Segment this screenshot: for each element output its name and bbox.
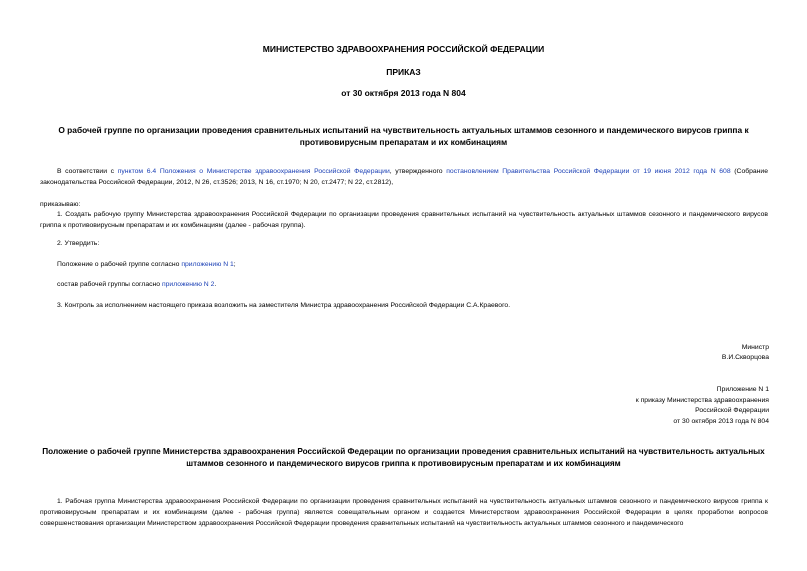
regulation-title: Положение о рабочей группе Министерства здравоохранения Российской Федерации по организации проведения сравнительных испытаний на чувствительность актуальных штаммов сезонного и пандемического вирусов гриппа к противовирусным препаратам и их комбинациям — [42, 447, 765, 468]
date-number-heading: от 30 октября 2013 года N 804 — [341, 88, 466, 98]
signature-name: В.И.Скворцова — [721, 354, 769, 361]
government-decree-link[interactable]: постановлением Правительства Российской Федерации от 19 июня 2012 года N 608 — [446, 168, 731, 175]
appendix-ref-line-3: Российской Федерации — [695, 407, 769, 414]
appendix-ref-line-1: Приложение N 1 — [716, 386, 769, 393]
preamble-paragraph — [40, 166, 768, 188]
signature-position: Министр — [741, 344, 769, 351]
regulation-item-1: 1. Рабочая группа Министерства здравоохранения Российской Федерации по организации проведения сравнительных испытаний на чувствительность актуальных штаммов сезонного и пандемического вирусов гриппа к противовирусным препаратам и их комбинациям (далее - рабочая группа) является совещательным органом и создается Министерством здравоохранения Российской Федерации в целях проработки вопросов совершенствования организации Министерством здравоохранения Российской Федерации проведения сравнительных испытаний на чувствительность актуальных штаммов сезонного и пандемического — [40, 498, 768, 527]
approve-regulation-suffix: ; — [233, 261, 236, 268]
order-item-3: 3. Контроль за исполнением настоящего приказа возложить на заместителя Министра здравоохранения Российской Федерации С.А.Краевого. — [57, 302, 511, 309]
order-item-2: 2. Утвердить: — [57, 240, 100, 247]
appendix-2-link[interactable]: приложению N 2 — [161, 281, 215, 288]
ministry-heading: МИНИСТЕРСТВО ЗДРАВООХРАНЕНИЯ РОССИЙСКОЙ ФЕДЕРАЦИИ — [262, 44, 545, 54]
preamble-middle: , утвержденного — [389, 168, 447, 175]
appendix-ref-line-4: от 30 октября 2013 года N 804 — [673, 418, 769, 425]
approve-regulation-line — [57, 259, 236, 270]
appendix-ref-line-2: к приказу Министерства здравоохранения — [635, 397, 769, 404]
approve-regulation-prefix: Положение о рабочей группе согласно — [57, 261, 182, 268]
approve-composition-suffix: . — [214, 281, 217, 288]
preamble-suffix: (Собрание законодательства Российской Федерации, 2012, N 26, ст.3526; 2013, N 16, ст.1970; N 20, ст.2477; N 22, ст.2812), — [40, 168, 769, 186]
approve-composition-line — [57, 279, 216, 290]
order-title: О рабочей группе по организации проведения сравнительных испытаний на чувствительность актуальных штаммов сезонного и пандемического вирусов гриппа к противовирусным препаратам и их комбинациям — [58, 125, 749, 147]
approve-composition-prefix: состав рабочей группы согласно — [57, 281, 162, 288]
order-item-1: 1. Создать рабочую группу Министерства здравоохранения Российской Федерации по организации проведения сравнительных испытаний на чувствительность актуальных штаммов сезонного и пандемического вирусов гриппа к противовирусным препаратам и их комбинациям (далее - рабочая группа). — [40, 211, 768, 229]
order-word: приказываю: — [40, 201, 81, 208]
appendix-1-link[interactable]: приложению N 1 — [181, 261, 234, 268]
preamble-prefix: В соответствии с — [57, 168, 118, 175]
regulation-link[interactable]: пунктом 6.4 Положения о Министерстве здравоохранения Российской Федерации — [117, 168, 390, 175]
doc-type-heading: ПРИКАЗ — [386, 67, 421, 77]
